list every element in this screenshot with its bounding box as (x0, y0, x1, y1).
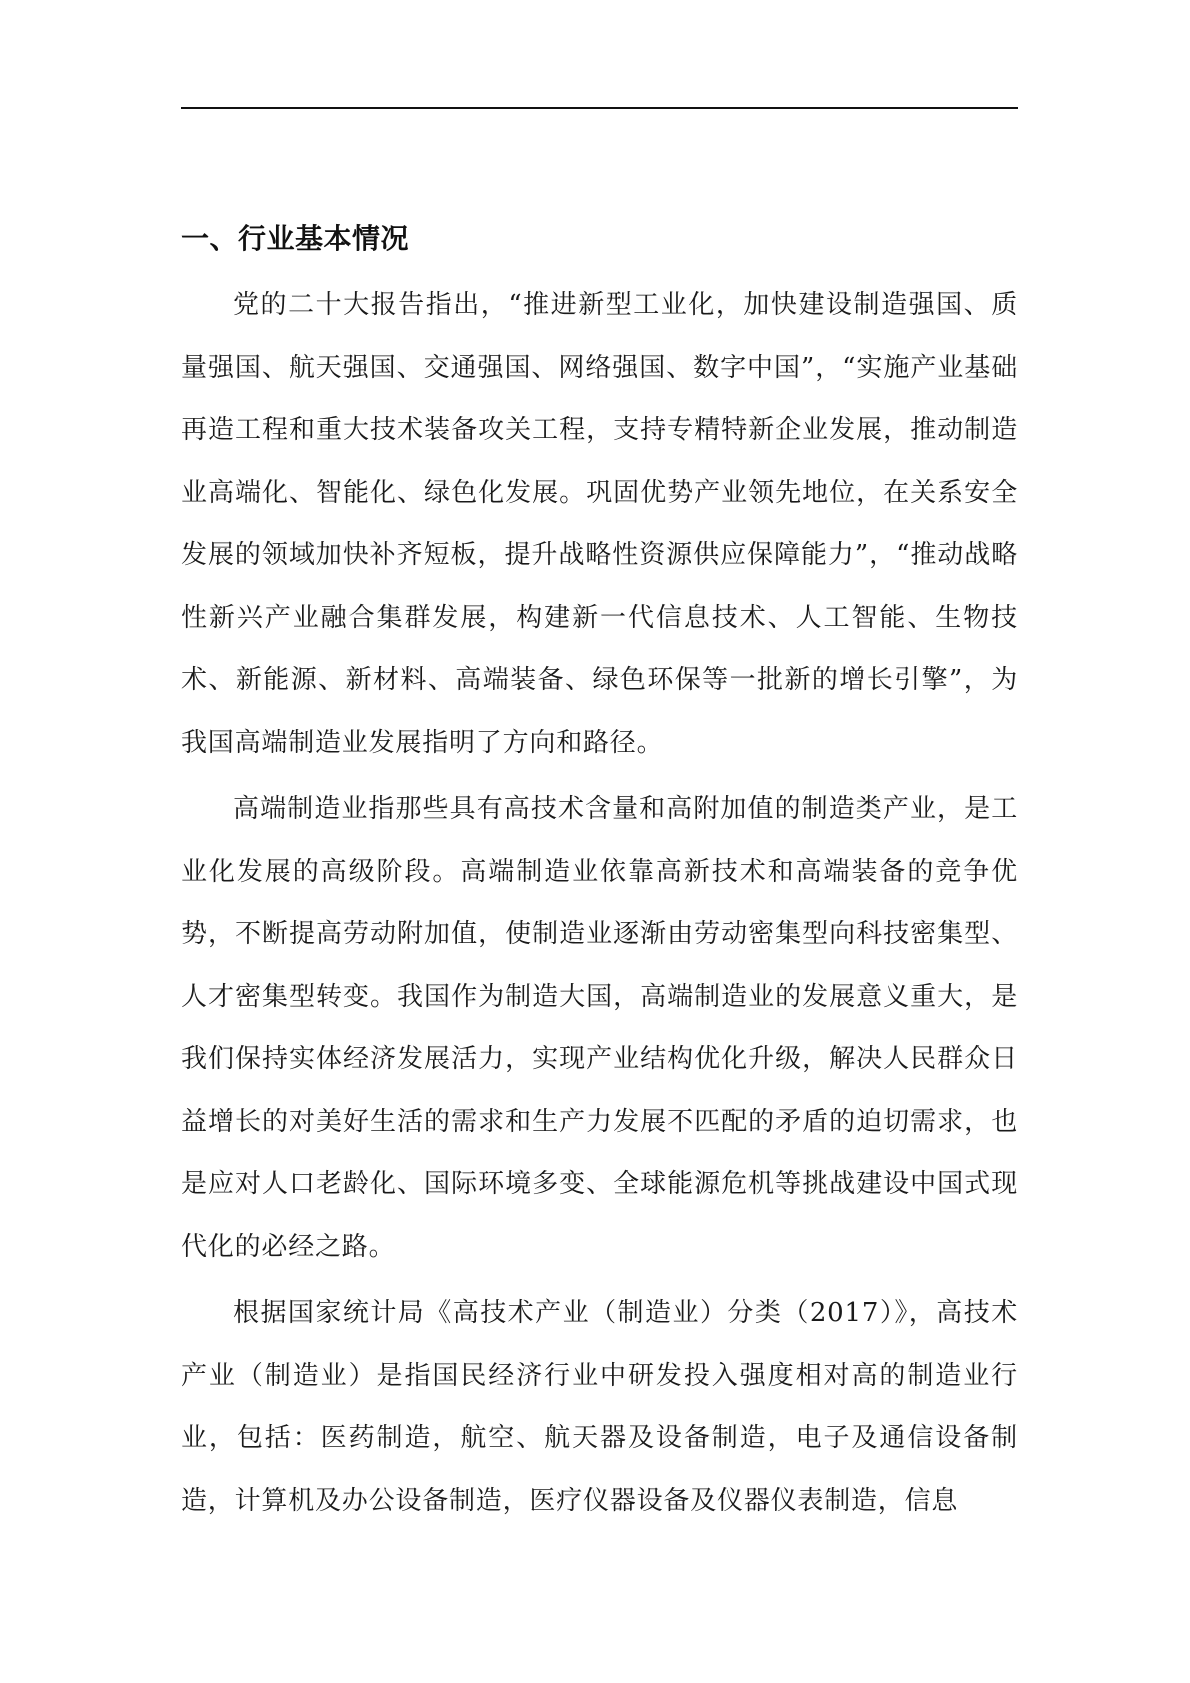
section-heading: 一、行业基本情况 (181, 222, 410, 255)
paragraph-intro: 党的二十大报告指出，“推进新型工业化，加快建设制造强国、质量强国、航天强国、交通强国、网络强国、数字中国”，“实施产业基础再造工程和重大技术装备攻关工程，支持专精特新企业发展，推动制造业高端化、智能化、绿色化发展。巩固优势产业领先地位，在关系安全发展的领域加快补齐短板，提升战略性资源供应保障能力”，“推动战略性新兴产业融合集群发展，构建新一代信息技术、人工智能、生物技术、新能源、新材料、高端装备、绿色环保等一批新的增长引擎”，为我国高端制造业发展指明了方向和路径。 (181, 290, 1018, 758)
paragraph-definition: 高端制造业指那些具有高技术含量和高附加值的制造类产业，是工业化发展的高级阶段。高端制造业依靠高新技术和高端装备的竞争优势，不断提高劳动附加值，使制造业逐渐由劳动密集型向科技密集型、人才密集型转变。我国作为制造大国，高端制造业的发展意义重大，是我们保持实体经济发展活力，实现产业结构优化升级，解决人民群众日益增长的对美好生活的需求和生产力发展不匹配的矛盾的迫切需求，也是应对人口老龄化、国际环境多变、全球能源危机等挑战建设中国式现代化的必经之路。 (181, 794, 1018, 1262)
document-body (181, 210, 1018, 1536)
paragraph-classification: 根据国家统计局《高技术产业（制造业）分类（2017）》，高技术产业（制造业）是指国民经济行业中研发投入强度相对高的制造业行业，包括：医药制造，航空、航天器及设备制造，电子及通信设备制造，计算机及办公设备制造，医疗仪器设备及仪器仪表制造，信息 (181, 1298, 1018, 1516)
header-rule (181, 107, 1018, 109)
